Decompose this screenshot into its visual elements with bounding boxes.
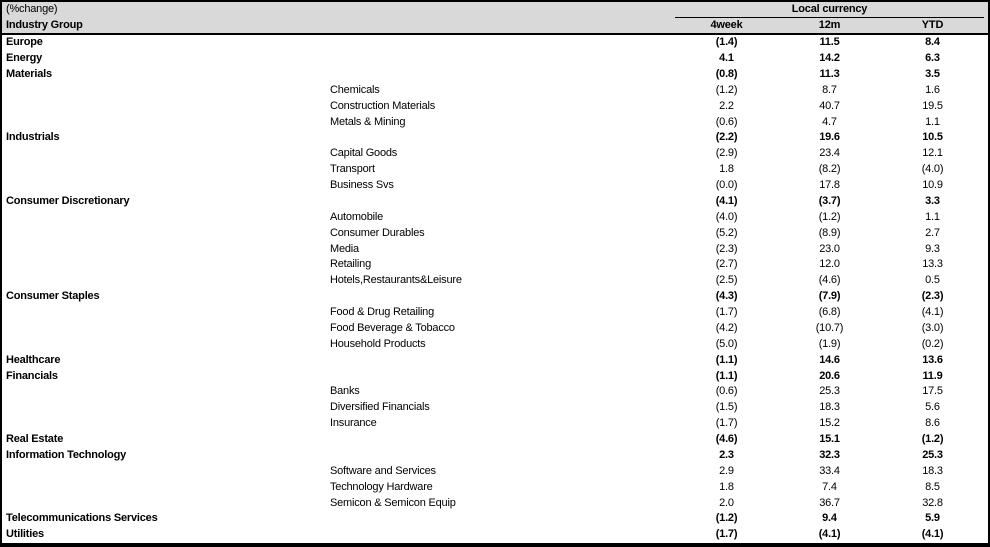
value-12m: (4.1) xyxy=(818,528,841,541)
value-12m: 12.0 xyxy=(819,258,840,271)
table-row xyxy=(2,511,988,527)
table-row xyxy=(2,305,988,321)
value-12m: 7.4 xyxy=(822,480,837,493)
table-row xyxy=(2,400,988,416)
value-12m: 36.7 xyxy=(819,496,840,509)
value-ytd: (4.1) xyxy=(921,306,944,319)
value-ytd: 1.1 xyxy=(925,210,940,223)
value-12m: 15.2 xyxy=(819,417,840,430)
table-row xyxy=(2,99,988,115)
value-12m: 40.7 xyxy=(819,99,840,112)
value-ytd: 25.3 xyxy=(922,448,943,461)
sub-industry-row-label: Metals & Mining xyxy=(330,115,406,128)
value-ytd: (2.3) xyxy=(921,290,944,303)
value-4week: (2.7) xyxy=(715,258,738,271)
table-row xyxy=(2,495,988,511)
value-4week: (2.3) xyxy=(715,242,738,255)
value-4week: (0.8) xyxy=(715,67,738,80)
value-12m: 17.8 xyxy=(819,179,840,192)
industry-group-row-label: Healthcare xyxy=(6,353,61,366)
sub-industry-row-label: Diversified Financials xyxy=(330,401,430,414)
value-4week: (1.7) xyxy=(715,306,738,319)
sub-industry-row-label: Transport xyxy=(330,163,375,176)
sub-industry-row-label: Media xyxy=(330,242,359,255)
table-row xyxy=(2,162,988,178)
value-ytd: 8.4 xyxy=(925,36,940,49)
value-4week: (2.9) xyxy=(715,147,738,160)
value-12m: (1.2) xyxy=(818,210,841,223)
industry-group-row-label: Consumer Discretionary xyxy=(6,194,130,207)
value-ytd: 3.3 xyxy=(925,194,940,207)
value-ytd: (1.2) xyxy=(921,433,944,446)
value-12m: 18.3 xyxy=(819,401,840,414)
value-ytd: 6.3 xyxy=(925,52,940,65)
table-row xyxy=(2,67,988,83)
value-12m: 14.2 xyxy=(819,52,840,65)
value-4week: (0.6) xyxy=(715,115,738,128)
value-12m: 4.7 xyxy=(822,115,837,128)
sub-industry-row-label: Household Products xyxy=(330,337,426,350)
table-row xyxy=(2,130,988,146)
sub-industry-row-label: Retailing xyxy=(330,258,372,271)
table-row xyxy=(2,384,988,400)
sub-industry-row-label: Construction Materials xyxy=(330,99,436,112)
table-body xyxy=(2,35,988,543)
sub-industry-row-label: Hotels,Restaurants&Leisure xyxy=(330,274,462,287)
value-4week: 1.8 xyxy=(719,480,734,493)
value-ytd: 0.5 xyxy=(925,274,940,287)
value-4week: (4.3) xyxy=(715,290,738,303)
value-12m: 19.6 xyxy=(819,131,840,144)
value-12m: 14.6 xyxy=(819,353,840,366)
sub-industry-row-label: Automobile xyxy=(330,210,384,223)
value-ytd: 19.5 xyxy=(922,99,943,112)
value-12m: (10.7) xyxy=(815,321,844,334)
table-row xyxy=(2,146,988,162)
value-ytd: 17.5 xyxy=(922,385,943,398)
table-row xyxy=(2,273,988,289)
sub-industry-row-label: Semicon & Semicon Equip xyxy=(330,496,456,509)
value-4week: (2.5) xyxy=(715,274,738,287)
value-4week: (1.7) xyxy=(715,417,738,430)
industry-group-row-label: Consumer Staples xyxy=(6,290,100,303)
table-row xyxy=(2,35,988,51)
percent-change-label: (%change) xyxy=(6,3,58,15)
value-4week: (4.0) xyxy=(715,210,738,223)
value-ytd: 11.9 xyxy=(922,369,943,382)
value-ytd: 32.8 xyxy=(922,496,943,509)
sub-industry-row-label: Food & Drug Retailing xyxy=(330,306,435,319)
table-row xyxy=(2,114,988,130)
value-12m: 11.3 xyxy=(819,67,840,80)
industry-group-row-label: Real Estate xyxy=(6,433,64,446)
value-4week: (0.0) xyxy=(715,179,738,192)
sub-industry-row-label: Insurance xyxy=(330,417,377,430)
sub-industry-row-label: Technology Hardware xyxy=(330,480,433,493)
value-4week: 2.0 xyxy=(719,496,734,509)
value-4week: (4.1) xyxy=(715,194,738,207)
value-4week: (0.6) xyxy=(715,385,738,398)
value-ytd: (3.0) xyxy=(921,321,944,334)
value-4week: 2.9 xyxy=(719,464,734,477)
table-row xyxy=(2,289,988,305)
header-spacer xyxy=(984,2,988,18)
value-ytd: 1.6 xyxy=(925,83,940,96)
value-ytd: 13.3 xyxy=(922,258,943,271)
header-row-columns xyxy=(2,18,988,34)
local-currency-header: Local currency xyxy=(675,2,984,18)
value-4week: (5.0) xyxy=(715,337,738,350)
value-4week: (1.2) xyxy=(715,512,738,525)
sub-industry-row-label: Software and Services xyxy=(330,464,436,477)
table-row xyxy=(2,321,988,337)
industry-group-row-label: Telecommunications Services xyxy=(6,512,158,525)
value-12m: 33.4 xyxy=(819,464,840,477)
value-4week: 2.3 xyxy=(719,448,734,461)
value-4week: (2.2) xyxy=(715,131,738,144)
value-ytd: (4.0) xyxy=(921,163,944,176)
value-ytd: 5.9 xyxy=(925,512,940,525)
header-spacer xyxy=(984,18,988,34)
value-4week: 2.2 xyxy=(719,99,734,112)
value-ytd: 10.5 xyxy=(922,131,943,144)
value-4week: (1.2) xyxy=(715,83,738,96)
value-4week: 1.8 xyxy=(719,163,734,176)
value-ytd: 13.6 xyxy=(922,353,943,366)
table-row xyxy=(2,416,988,432)
sub-industry-row-label: Banks xyxy=(330,385,360,398)
value-4week: (1.1) xyxy=(715,369,738,382)
value-12m: (8.2) xyxy=(818,163,841,176)
industry-group-row-label: Financials xyxy=(6,369,58,382)
header-row-currency xyxy=(2,2,988,18)
table-row xyxy=(2,368,988,384)
sub-industry-row-label: Chemicals xyxy=(330,83,380,96)
table-row xyxy=(2,527,988,543)
value-4week: (1.7) xyxy=(715,528,738,541)
value-ytd: 8.5 xyxy=(925,480,940,493)
table-row xyxy=(2,432,988,448)
table-row xyxy=(2,448,988,464)
industry-group-label: Industry Group xyxy=(6,18,83,31)
table-row xyxy=(2,83,988,99)
value-12m: 23.4 xyxy=(819,147,840,160)
value-ytd: 12.1 xyxy=(922,147,943,160)
table-row xyxy=(2,337,988,353)
value-ytd: (4.1) xyxy=(921,528,944,541)
value-ytd: 1.1 xyxy=(925,115,940,128)
value-12m: 15.1 xyxy=(819,433,840,446)
value-ytd: (0.2) xyxy=(921,337,944,350)
value-4week: 4.1 xyxy=(719,52,734,65)
industry-group-row-label: Europe xyxy=(6,36,43,49)
table-row xyxy=(2,241,988,257)
table-row xyxy=(2,353,988,369)
value-12m: 20.6 xyxy=(819,369,840,382)
industry-group-row-label: Materials xyxy=(6,67,52,80)
sub-industry-row-label: Food Beverage & Tobacco xyxy=(330,321,455,334)
table-row xyxy=(2,178,988,194)
value-12m: (7.9) xyxy=(818,290,841,303)
value-4week: (1.1) xyxy=(715,353,738,366)
table-row xyxy=(2,226,988,242)
value-ytd: 3.5 xyxy=(925,67,940,80)
value-12m: 9.4 xyxy=(822,512,837,525)
value-4week: (1.4) xyxy=(715,36,738,49)
value-12m: (4.6) xyxy=(818,274,841,287)
value-4week: (5.2) xyxy=(715,226,738,239)
sub-industry-row-label: Capital Goods xyxy=(330,147,398,160)
industry-group-row-label: Information Technology xyxy=(6,448,127,461)
value-12m: (1.9) xyxy=(818,337,841,350)
table-row xyxy=(2,194,988,210)
value-ytd: 18.3 xyxy=(922,464,943,477)
value-12m: 8.7 xyxy=(822,83,837,96)
table-row xyxy=(2,257,988,273)
value-ytd: 5.6 xyxy=(925,401,940,414)
industry-group-row-label: Energy xyxy=(6,52,43,65)
value-12m: (6.8) xyxy=(818,306,841,319)
value-ytd: 9.3 xyxy=(925,242,940,255)
table-header xyxy=(2,2,988,35)
value-12m: 25.3 xyxy=(819,385,840,398)
value-12m: (3.7) xyxy=(818,194,841,207)
sub-industry-row-label: Business Svs xyxy=(330,179,394,192)
table-row xyxy=(2,51,988,67)
table-row xyxy=(2,480,988,496)
value-ytd: 10.9 xyxy=(922,179,943,192)
value-4week: (4.2) xyxy=(715,321,738,334)
value-ytd: 8.6 xyxy=(925,417,940,430)
table-row xyxy=(2,210,988,226)
value-4week: (1.5) xyxy=(715,401,738,414)
value-12m: 11.5 xyxy=(819,36,840,49)
industry-group-row-label: Utilities xyxy=(6,528,44,541)
column-header-4week: 4week xyxy=(710,18,743,31)
column-header-ytd: YTD xyxy=(921,18,944,31)
industry-group-row-label: Industrials xyxy=(6,131,60,144)
sub-industry-row-label: Consumer Durables xyxy=(330,226,425,239)
column-header-12m: 12m xyxy=(818,18,841,31)
value-12m: 23.0 xyxy=(819,242,840,255)
value-12m: 32.3 xyxy=(819,448,840,461)
table-row xyxy=(2,464,988,480)
value-4week: (4.6) xyxy=(715,433,738,446)
value-ytd: 2.7 xyxy=(925,226,940,239)
value-12m: (8.9) xyxy=(818,226,841,239)
